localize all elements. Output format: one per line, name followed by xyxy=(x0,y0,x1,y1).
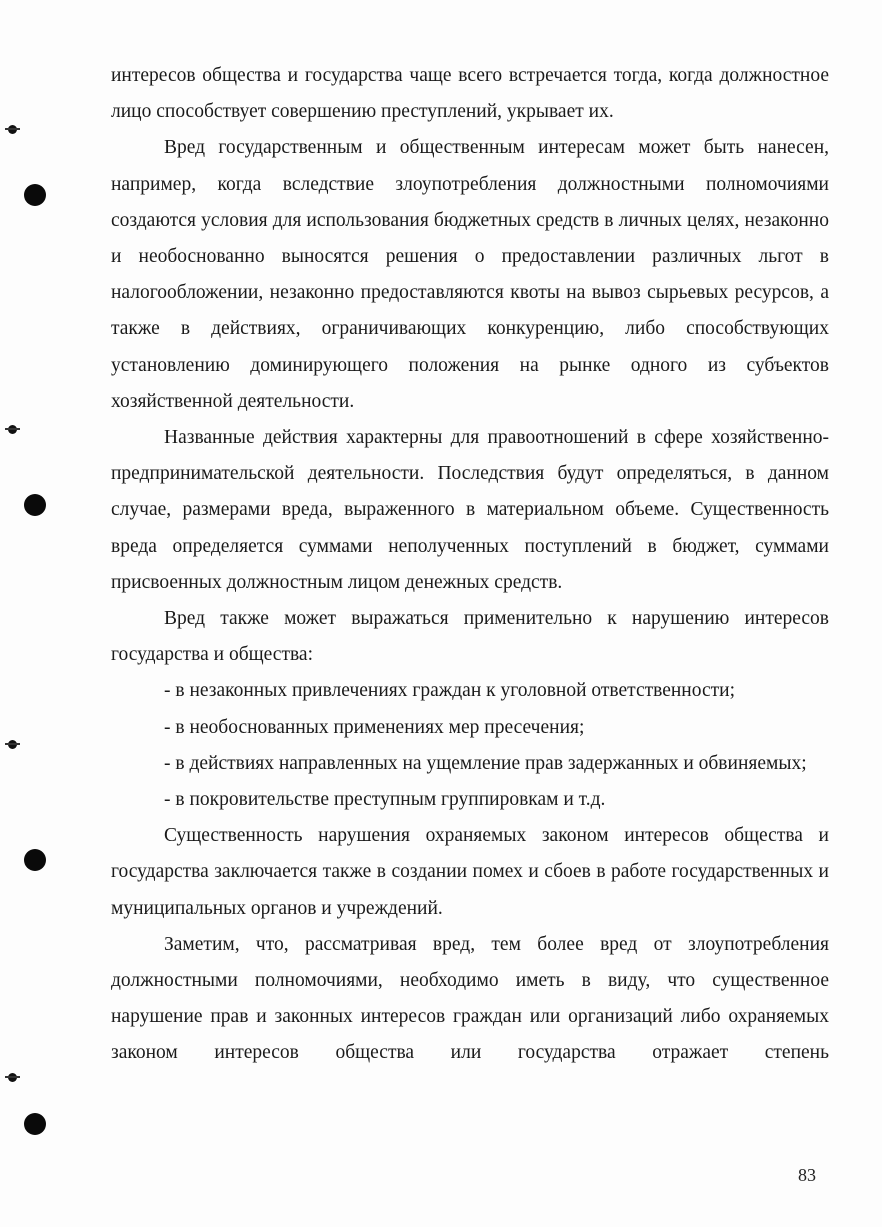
body-text xyxy=(111,58,829,1072)
list-item: - в незаконных привлечениях граждан к уголовной ответственности; xyxy=(164,680,736,702)
scan-speck xyxy=(8,125,17,134)
paragraph: Вред государственным и общественным интересам может быть нанесен, например, когда вследствие злоупотребления должностными полномочиями создаются условия для использования бюджетных средств в личных целях, незаконно и необоснованно выносятся решения о предоставлении различных льгот в налогообложении, незаконно предоставляются квоты на вывоз сырьевых ресурсов, а также в действиях, ограничивающих конкуренцию, либо способствующих установлению доминирующего положения на рынке одного из субъектов хозяйственной деятельности. xyxy=(111,137,829,412)
list-item: - в необоснованных применениях мер пресечения; xyxy=(164,716,585,738)
punch-hole xyxy=(24,184,46,206)
punch-hole xyxy=(24,849,46,871)
list-item: - в покровительстве преступным группировкам и т.д. xyxy=(164,789,606,811)
punch-hole xyxy=(24,1113,46,1135)
scan-speck xyxy=(8,425,17,434)
punch-hole xyxy=(24,494,46,516)
paragraph: интересов общества и государства чаще всего встречается тогда, когда должностное лицо способствует совершению преступлений, укрывает их. xyxy=(111,65,829,123)
page-number: 83 xyxy=(798,1165,816,1185)
scan-speck xyxy=(8,740,17,749)
list-item: - в действиях направленных на ущемление прав задержанных и обвиняемых; xyxy=(164,752,807,774)
paragraph: Названные действия характерны для правоотношений в сфере хозяйственно-предпринимательской деятельности. Последствия будут определяться, в данном случае, размерами вреда, выраженного в материальном объеме. Существенность вреда определяется суммами неполученных поступлений в бюджет, суммами присвоенных должностным лицом денежных средств. xyxy=(111,427,829,593)
paragraph: Существенность нарушения охраняемых законом интересов общества и государства заключается также в создании помех и сбоев в работе государственных и муниципальных органов и учреждений. xyxy=(111,825,829,919)
paragraph: Вред также может выражаться применительно к нарушению интересов государства и общества: xyxy=(111,608,829,666)
paragraph: Заметим, что, рассматривая вред, тем более вред от злоупотребления должностными полномочиями, необходимо иметь в виду, что существенное нарушение прав и законных интересов граждан или организаций либо охраняемых законом интересов общества или государства отражает степень xyxy=(111,933,829,1064)
scan-speck xyxy=(8,1073,17,1082)
